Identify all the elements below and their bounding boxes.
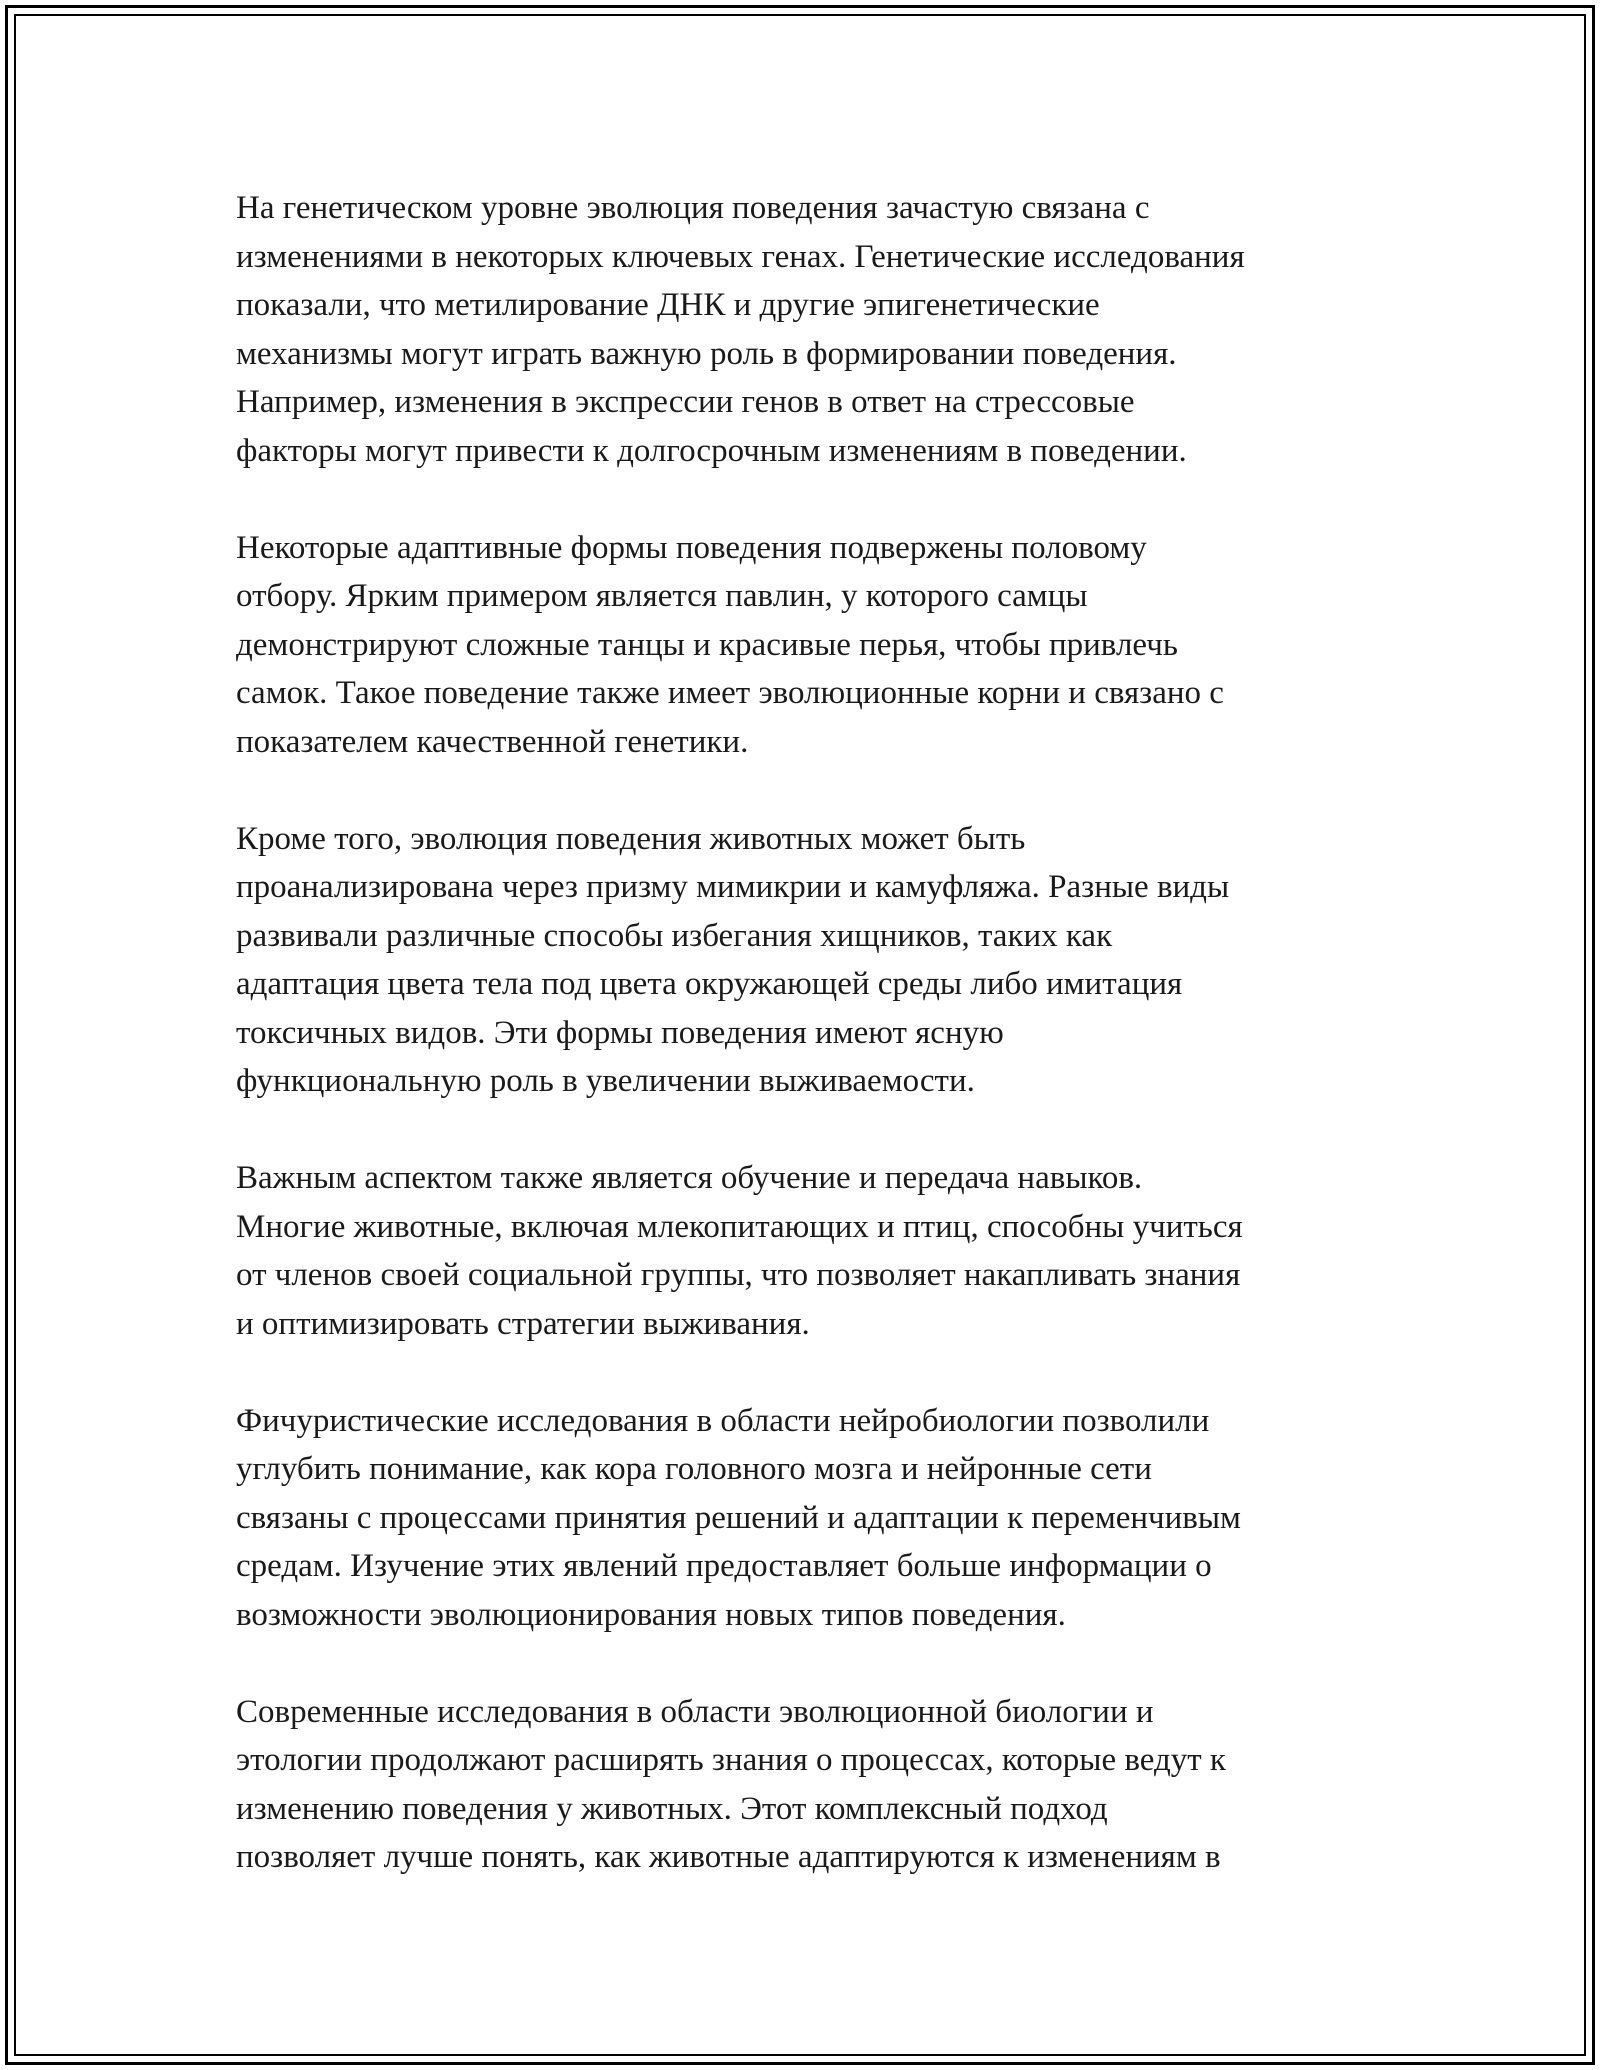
paragraph-1 [236,184,1376,475]
text-line: На генетическом уровне эволюция поведения зачастую связана с [236,190,1150,226]
text-line: Некоторые адаптивные формы поведения подвержены половому [236,529,1147,566]
text-line: Важным аспектом также является обучение и передача навыков. [236,1160,1143,1196]
text-line: возможности эволюционирования новых типов поведения. [236,1596,1066,1633]
text-line: Например, изменения в экспрессии генов в ответ на стрессовые [236,384,1135,420]
text-line: связаны с процессами принятия решений и адаптации к переменчивым [236,1499,1241,1536]
text-line: Фичуристические исследования в области нейробиологии позволили [236,1402,1210,1439]
text-line: самок. Такое поведение также имеет эволюционные корни и связано с [236,675,1224,711]
paragraph-6 [236,1688,1376,1882]
text-line: адаптация цвета тела под цвета окружающей среды либо имитация [236,966,1183,1002]
text-line: показателем качественной генетики. [236,723,749,760]
text-line: факторы могут привести к долгосрочным изменениям в поведении. [236,432,1187,469]
text-line: функциональную роль в увеличении выживаемости. [236,1063,975,1099]
text-line: токсичных видов. Эти формы поведения имеют ясную [236,1014,1004,1051]
text-line: Современные исследования в области эволюционной биологии и [236,1693,1154,1730]
text-line: изменениями в некоторых ключевых генах. Генетические исследования [236,238,1245,275]
text-line: средам. Изучение этих явлений предоставляет больше информации о [236,1548,1212,1584]
text-line: Многие животные, включая млекопитающих и птиц, способны учиться [236,1208,1243,1245]
paragraph-4 [236,1154,1376,1348]
text-line: показали, что метилирование ДНК и другие эпигенетические [236,287,1100,323]
text-line: изменению поведения у животных. Этот комплексный подход [236,1790,1108,1827]
text-line: от членов своей социальной группы, что позволяет накапливать знания [236,1257,1241,1293]
text-line: и оптимизировать стратегии выживания. [236,1305,810,1342]
paragraph-5 [236,1397,1376,1640]
text-line: демонстрируют сложные танцы и красивые перья, чтобы привлечь [236,626,1178,663]
text-line: проанализирована через призму мимикрии и камуфляжа. Разные виды [236,869,1230,905]
text-line: развивали различные способы избегания хищников, таких как [236,917,1113,954]
text-line: Кроме того, эволюция поведения животных может быть [236,820,1026,857]
text-line: углубить понимание, как кора головного мозга и нейронные сети [236,1451,1152,1487]
text-line: отбору. Ярким примером является павлин, у которого самцы [236,578,1088,614]
text-line: позволяет лучше понять, как животные адаптируются к изменениям в [236,1839,1221,1875]
text-line: этологии продолжают расширять знания о процессах, которые ведут к [236,1742,1226,1778]
paragraph-3 [236,815,1376,1106]
document-body [236,184,1376,1930]
text-line: механизмы могут играть важную роль в формировании поведения. [236,335,1177,372]
paragraph-2 [236,524,1376,767]
